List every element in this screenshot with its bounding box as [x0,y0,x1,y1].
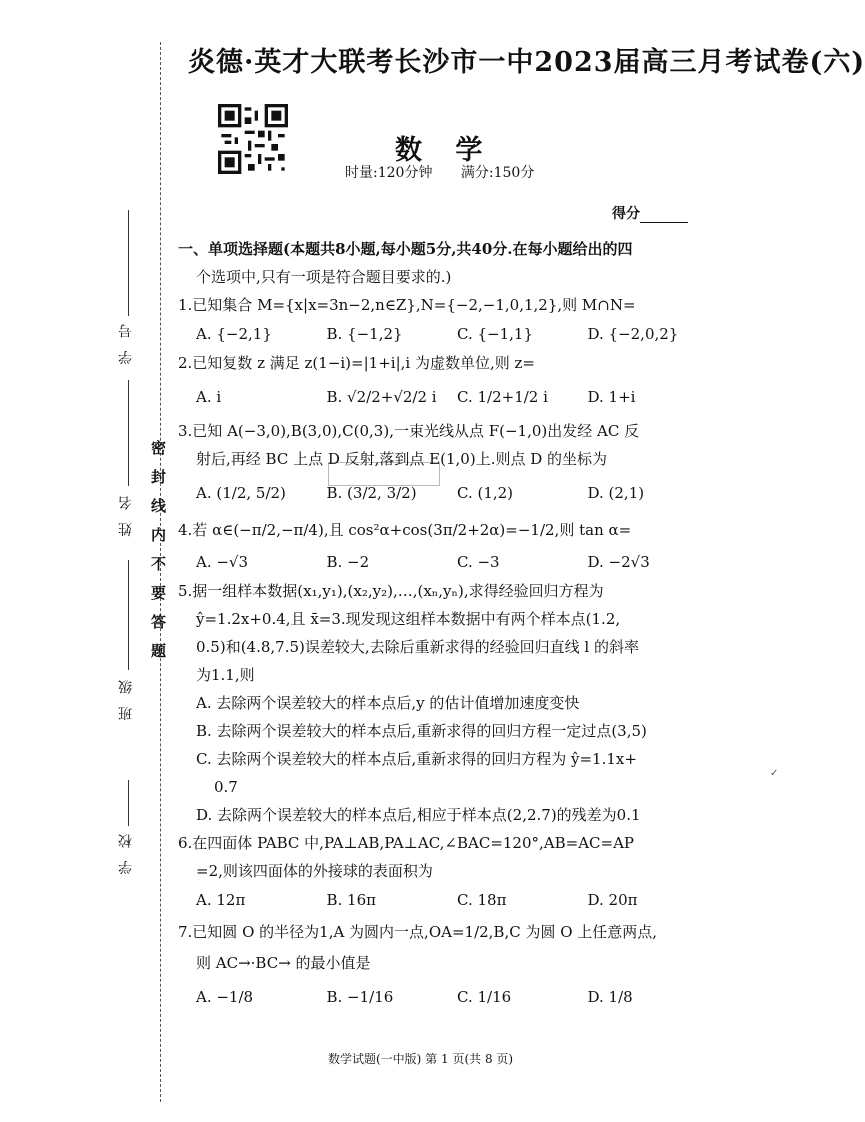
school-underline [128,780,129,826]
q2-stem: 2.已知复数 z 满足 z(1−i)=|1+i|,i 为虚数单位,则 z= [178,354,535,372]
q1-option-c: C. {−1,1} [457,325,533,343]
q5-option-a: A. 去除两个误差较大的样本点后,y 的估计值增加速度变快 [196,694,580,712]
q5-option-c-cont: 0.7 [214,778,238,796]
page-footer: 数学试题(一中版) 第 1 页(共 8 页) [328,1052,514,1066]
q7-options [178,977,718,1017]
q7-option-d: D. 1/8 [587,988,633,1006]
name-underline [128,380,129,486]
q4-option-d: D. −2√3 [587,553,650,571]
section-title-cont: 个选项中,只有一项是符合题目要求的.) [196,268,452,286]
q1-stem: 1.已知集合 M={x|x=3n−2,n∈Z},N={−2,−1,0,1,2},则 M∩N= [178,296,636,314]
q1-option-b: B. {−1,2} [326,325,403,343]
q6-stem-cont: =2,则该四面体的外接球的表面积为 [196,862,433,880]
q6-option-b: B. 16π [326,891,377,909]
class-label: 班 级 [118,676,134,721]
q3-option-b: B. (3/2, 3/2) [326,484,417,502]
q5-stem-3: 0.5)和(4.8,7.5)误差较大,去除后重新求得的经验回归直线 l 的斜率 [196,638,639,656]
q7-stem-cont: 则 AC→·BC→ 的最小值是 [196,954,371,972]
q6-stem: 6.在四面体 PABC 中,PA⊥AB,PA⊥AC,∠BAC=120°,AB=AC=AP [178,834,635,852]
q2-options [178,377,718,417]
q6-options [178,885,718,915]
q3-options [178,473,718,513]
q3-stem-cont: 射后,再经 BC 上点 D 反射,落到点 E(1,0)上.则点 D 的坐标为 [196,450,608,468]
q1-options [178,319,718,349]
q3-option-a: A. (1/2, 5/2) [196,484,286,502]
seal-instruction: 密封线内不要答题 [149,440,167,672]
number-underline [128,210,129,316]
section-title: 一、单项选择题(本题共8小题,每小题5分,共40分.在每小题给出的四 [178,240,633,258]
q3-stem: 3.已知 A(−3,0),B(3,0),C(0,3),一束光线从点 F(−1,0)出发经 AC 反 [178,422,640,440]
exam-title: 炎德·英才大联考长沙市一中2023届高三月考试卷(六) [188,47,865,78]
q4-option-a: A. −√3 [196,553,249,571]
q3-option-d: D. (2,1) [587,484,645,502]
class-underline [128,560,129,670]
q2-option-c: C. 1/2+1/2 i [457,388,548,406]
subject-title: 数 学 [395,135,495,166]
q6-option-d: D. 20π [587,891,638,909]
q6-option-c: C. 18π [457,891,507,909]
q1-option-a: A. {−2,1} [196,325,272,343]
number-label: 学 号 [118,320,134,365]
q6-option-a: A. 12π [196,891,246,909]
score-field [612,203,688,223]
q4-options [178,547,718,577]
time-limit: 时量:120分钟 [345,165,433,181]
full-score: 满分:150分 [460,165,535,181]
name-label: 姓 名 [118,492,134,537]
q7-option-a: A. −1/8 [196,988,254,1006]
q1-option-d: D. {−2,0,2} [587,325,679,343]
score-label: 得分 [612,206,640,222]
q2-option-b: B. √2/2+√2/2 i [326,388,437,406]
q4-option-c: C. −3 [457,553,500,571]
q5-stem-4: 为1.1,则 [196,666,255,684]
q7-stem: 7.已知圆 O 的半径为1,A 为圆内一点,OA=1/2,B,C 为圆 O 上任意两点, [178,923,658,941]
q2-option-d: D. 1+i [587,388,636,406]
q7-option-b: B. −1/16 [326,988,394,1006]
q5-stem: 5.据一组样本数据(x₁,y₁),(x₂,y₂),…,(xₙ,yₙ),求得经验回归方程为 [178,582,604,600]
q5-option-c: C. 去除两个误差较大的样本点后,重新求得的回归方程为 ŷ=1.1x+ [196,750,637,768]
exam-info [345,162,558,182]
school-label: 学 校 [118,830,134,875]
question-section [178,235,718,1017]
q4-option-b: B. −2 [326,553,370,571]
q5-option-d: D. 去除两个误差较大的样本点后,相应于样本点(2,2.7)的残差为0.1 [196,806,641,824]
q5-stem-2: ŷ=1.2x+0.4,且 x̄=3.现发现这组样本数据中有两个样本点(1.2, [196,610,621,628]
score-blank [640,208,688,223]
q7-option-c: C. 1/16 [457,988,512,1006]
q5-option-b: B. 去除两个误差较大的样本点后,重新求得的回归方程一定过点(3,5) [196,722,647,740]
margin-mark: ✓ [770,768,779,779]
q4-stem: 4.若 α∈(−π/2,−π/4),且 cos²α+cos(3π/2+2α)=−1/2,则 tan α= [178,521,632,539]
q2-option-a: A. i [196,388,222,406]
q3-option-c: C. (1,2) [457,484,514,502]
qr-code-icon [218,103,288,175]
